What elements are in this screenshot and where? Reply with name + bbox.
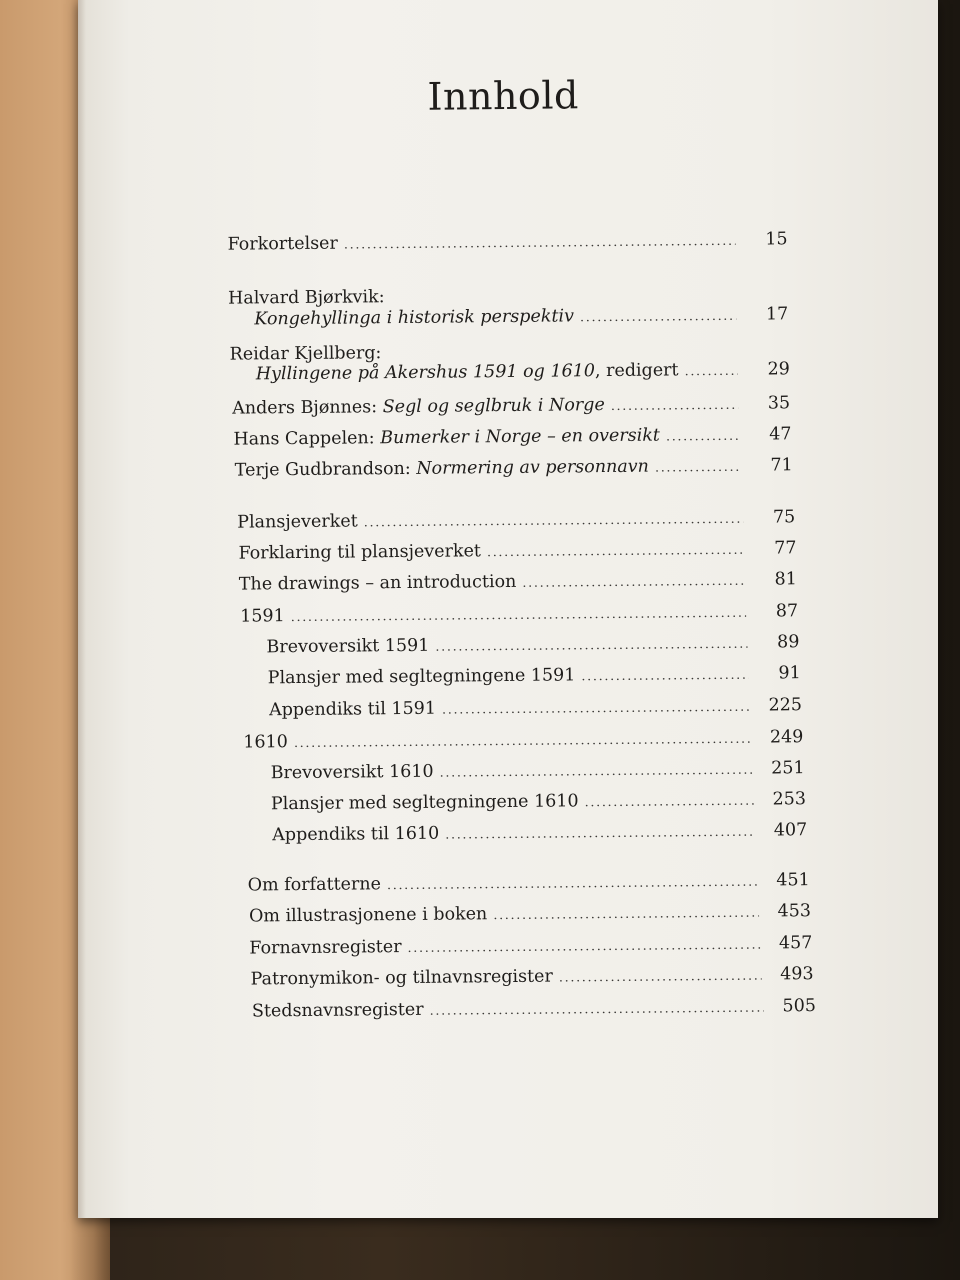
page-number: 457 <box>778 933 813 954</box>
author-kjellberg: Reidar Kjellberg: <box>229 343 382 365</box>
dot-leader <box>364 509 744 535</box>
entry-label: Plansjer med segltegningene 1610 <box>270 791 579 815</box>
toc-entry-drawings <box>239 568 797 597</box>
page-number: 81 <box>774 569 797 590</box>
toc-entry-patronymikon <box>251 963 814 992</box>
entry-label: Forklaring til plansjeverket <box>238 541 482 564</box>
page-number: 407 <box>773 820 808 841</box>
page-number: 505 <box>782 996 817 1017</box>
dot-leader <box>580 306 737 329</box>
dot-leader <box>666 426 740 449</box>
page-number: 225 <box>768 695 803 716</box>
dot-leader <box>655 457 741 480</box>
entry-label: 1591 <box>240 606 285 627</box>
entry-title: Hyllingene på Akershus 1591 og 1610 <box>255 361 596 385</box>
toc-entry-plansjer-1591 <box>268 662 801 691</box>
page-number: 77 <box>774 538 797 559</box>
entry-label: Plansjer med segltegningene 1591 <box>267 665 576 689</box>
entry-suffix: , redigert <box>594 360 679 382</box>
page-number: 87 <box>775 601 799 622</box>
toc-entry-cappelen <box>233 423 791 452</box>
dot-leader <box>439 760 752 785</box>
page-number: 91 <box>778 663 801 684</box>
author-bjorkvik: Halvard Bjørkvik: <box>227 287 385 309</box>
toc-entry-1591 <box>240 600 798 629</box>
page-number: 29 <box>767 359 790 380</box>
entry-label: Om illustrasjonene i boken <box>248 904 488 927</box>
page-number: 35 <box>767 393 791 414</box>
entry-label: Stedsnavnsregister <box>251 999 424 1022</box>
page-number: 89 <box>777 632 800 653</box>
entry-title: Bumerker i Norge – en oversikt <box>380 425 661 449</box>
entry-title: Segl og seglbruk i Norge <box>382 395 605 418</box>
entry-author: Hans Cappelen: <box>233 428 381 450</box>
entry-label: Brevoversikt 1610 <box>270 761 434 784</box>
entry-label: Appendiks til 1610 <box>272 823 440 846</box>
page-number: 75 <box>772 507 796 528</box>
toc-entry-brevoversikt-1610 <box>271 757 805 786</box>
entry-title: Normering av personnavn <box>416 456 650 479</box>
dot-leader <box>559 966 762 990</box>
dot-leader <box>442 697 750 722</box>
toc-entry-kjellberg <box>256 358 790 387</box>
toc-entry-brevoversikt-1591 <box>266 631 799 660</box>
entry-label: Appendiks til 1591 <box>268 698 437 721</box>
toc-entry-bjorkvik <box>254 303 788 332</box>
entry-label: Brevoversikt 1591 <box>266 635 430 658</box>
page-number: 493 <box>780 964 814 985</box>
entry-author: Terje Gudbrandson: <box>234 458 417 481</box>
entry-label: Om forfatterne <box>247 874 382 896</box>
dot-leader <box>291 603 747 629</box>
toc-entry-stedsnavnsregister <box>252 995 816 1024</box>
entry-author: Anders Bjønnes: <box>232 397 383 419</box>
dot-leader <box>344 231 736 257</box>
toc-entry-gudbrandson <box>235 454 793 483</box>
page-number: 71 <box>770 455 793 476</box>
toc-entry-om-illustrasjonene <box>249 900 811 929</box>
toc-entry-1610 <box>243 726 803 755</box>
toc-entry-forklaring <box>238 537 796 566</box>
toc-entry-om-forfatterne <box>248 869 810 898</box>
toc-entry-forkortelser <box>227 228 787 257</box>
dot-leader <box>581 665 749 689</box>
dot-leader <box>522 571 745 595</box>
entry-label: Patronymikon- og tilnavnsregister <box>250 966 553 990</box>
dot-leader <box>445 822 755 847</box>
dot-leader <box>487 540 745 564</box>
dot-leader <box>684 361 737 384</box>
entry-title: Kongehyllinga i historisk perspektiv <box>254 306 575 330</box>
page-title: Innhold <box>427 73 580 119</box>
dot-leader <box>493 903 759 928</box>
page-number: 47 <box>769 424 792 445</box>
page-number: 451 <box>776 870 810 891</box>
toc-entry-plansjeverket <box>237 506 795 535</box>
page-number: 453 <box>777 901 812 922</box>
toc-entry-appendiks-1610 <box>272 819 807 848</box>
dot-leader <box>407 935 760 960</box>
toc-entry-fornavnsregister <box>249 932 812 961</box>
entry-label: Forkortelser <box>227 233 338 255</box>
toc-entry-appendiks-1591 <box>269 694 802 723</box>
toc-entry-bjonnes <box>232 392 790 421</box>
toc-content <box>72 0 944 1222</box>
dot-leader <box>611 395 739 418</box>
dot-leader <box>387 872 758 898</box>
page-number: 17 <box>765 304 789 325</box>
page-number: 249 <box>769 727 804 748</box>
entry-label: The drawings – an introduction <box>238 571 517 595</box>
entry-label: Fornavnsregister <box>249 937 402 959</box>
dot-leader <box>294 729 752 755</box>
page-number: 15 <box>765 229 788 250</box>
dot-leader <box>435 634 747 659</box>
toc-entry-plansjer-1610 <box>271 788 806 817</box>
dot-leader <box>584 791 754 815</box>
page-number: 251 <box>771 758 805 779</box>
entry-label: Plansjeverket <box>237 511 358 533</box>
page-number: 253 <box>772 789 807 810</box>
entry-label: 1610 <box>243 732 288 753</box>
dot-leader <box>430 998 765 1023</box>
